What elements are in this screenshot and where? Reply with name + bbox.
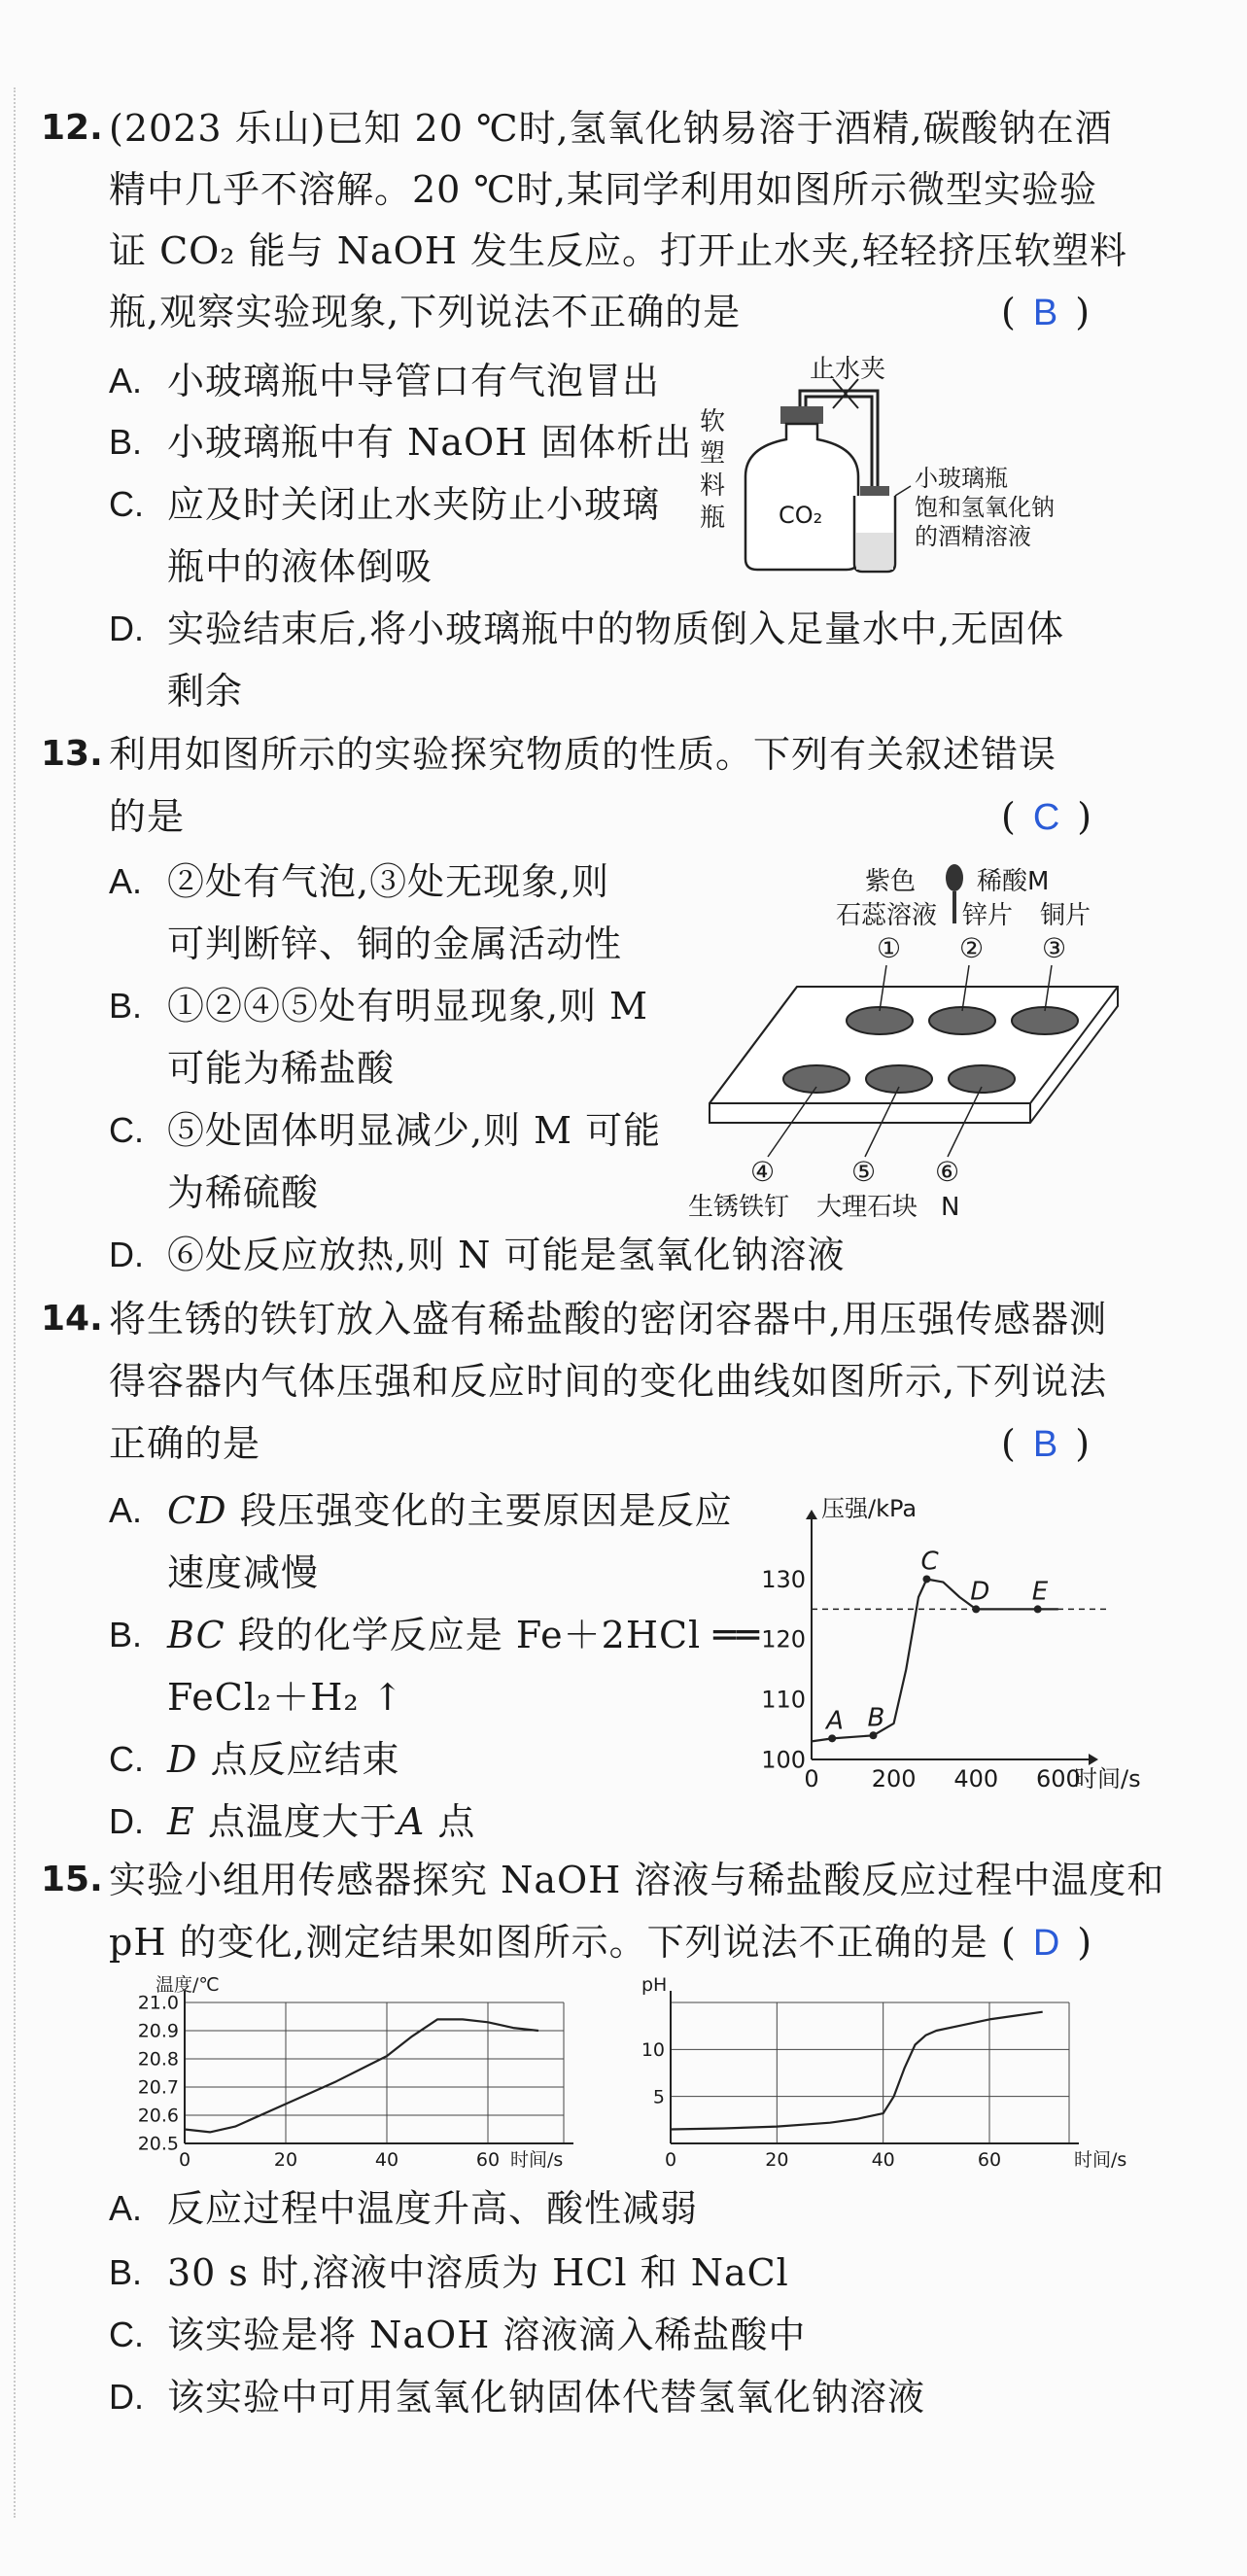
nail-label: 生锈铁钉: [688, 1193, 790, 1222]
bottle-label-char: 料: [700, 471, 726, 501]
question-number: 14.: [41, 1299, 103, 1339]
point-label: A: [826, 1706, 844, 1736]
option-text: ⑥处反应放热,则 N 可能是氢氧化钠溶液: [167, 1234, 846, 1276]
data-point: [972, 1605, 980, 1613]
y-tick-label: 21.0: [137, 1992, 179, 2014]
option-text: 小玻璃瓶中导管口有气泡冒出: [167, 360, 661, 402]
option-text: 30 s 时,溶液中溶质为 HCl 和 NaCl: [167, 2251, 789, 2294]
option-text: E 点温度大于A 点: [167, 1800, 476, 1843]
gas-label: CO₂: [779, 502, 823, 529]
y-axis-arrow: [806, 1510, 817, 1519]
y-tick-label: 10: [641, 2038, 665, 2061]
point-label: E: [1031, 1577, 1049, 1607]
answer-value: B: [1032, 1424, 1058, 1465]
question-text: 精中几乎不溶解。20 ℃时,某同学利用如图所示微型实验验: [109, 168, 1098, 211]
bottle-label-char: 瓶: [700, 504, 726, 533]
y-tick-label: 20.9: [137, 2020, 179, 2042]
point-label: B: [867, 1703, 885, 1733]
question-text: 的是: [109, 795, 186, 838]
x-tick-label: 0: [804, 1765, 819, 1793]
temperature-chart: [126, 1973, 603, 2171]
series-line: [812, 1580, 1058, 1742]
well-number: ⑤: [851, 1156, 877, 1188]
question-text: 实验小组用传感器探究 NaOH 溶液与稀盐酸反应过程中温度和: [109, 1859, 1165, 1901]
option-label: C.: [109, 1110, 144, 1150]
data-point: [922, 1575, 930, 1583]
option-label: C.: [109, 1739, 144, 1779]
well-4: [783, 1065, 849, 1093]
solution-label: 饱和氢氧化钠: [915, 494, 1055, 521]
option-text: 小玻璃瓶中有 NaOH 固体析出: [167, 421, 693, 464]
x-tick-label: 200: [871, 1765, 917, 1793]
marble-label: 大理石块: [816, 1193, 918, 1222]
question-text: (2023 乐山)已知 20 ℃时,氢氧化钠易溶于酒精,碳酸钠在酒: [109, 107, 1113, 150]
question-text: 正确的是: [109, 1422, 261, 1465]
y-axis-label: 温度/℃: [156, 1974, 220, 1996]
question-text: 利用如图所示的实验探究物质的性质。下列有关叙述错误: [109, 733, 1057, 776]
option-text-continued: 剩余: [167, 670, 244, 713]
well-number: ②: [959, 932, 985, 964]
x-axis-arrow: [1089, 1754, 1098, 1765]
ph-chart: [632, 1973, 1137, 2171]
x-tick-label: 60: [977, 2149, 1002, 2171]
x-tick-label: 20: [273, 2149, 298, 2171]
option-text: 应及时关闭止水夹防止小玻璃: [167, 483, 661, 526]
option-label: A.: [109, 1490, 143, 1530]
x-tick-label: 40: [374, 2149, 399, 2171]
data-point: [869, 1731, 877, 1739]
option-label: A.: [109, 361, 143, 400]
well-number: ③: [1042, 932, 1067, 964]
y-tick-label: 100: [761, 1746, 806, 1774]
answer-value: B: [1032, 293, 1058, 333]
y-tick-label: 5: [652, 2086, 665, 2108]
well-5: [866, 1065, 932, 1093]
option-text: ⑤处固体明显减少,则 M 可能: [167, 1109, 662, 1152]
y-axis-label: 压强/kPa: [821, 1495, 918, 1522]
acid-label: 稀酸M: [977, 867, 1050, 896]
zinc-label: 锌片: [962, 901, 1014, 930]
y-axis-label: pH: [641, 1974, 668, 1996]
x-axis-label: 时间/s: [1074, 2149, 1127, 2171]
y-tick-label: 130: [761, 1565, 806, 1593]
option-text-continued: 瓶中的液体倒吸: [167, 545, 433, 588]
option-label: D.: [109, 1235, 144, 1274]
option-label: C.: [109, 2315, 144, 2354]
y-tick-label: 110: [761, 1686, 806, 1714]
option-text: D 点反应结束: [167, 1738, 400, 1781]
well-6: [949, 1065, 1015, 1093]
option-text: 该实验中可用氢氧化钠固体代替氢氧化钠溶液: [167, 2376, 926, 2419]
answer-value: D: [1032, 1923, 1060, 1964]
bottle-label-char: 塑: [700, 439, 726, 469]
x-tick-label: 60: [475, 2149, 501, 2171]
question-text: pH 的变化,测定结果如图所示。下列说法不正确的是: [109, 1921, 988, 1964]
y-tick-label: 20.6: [137, 2105, 179, 2127]
series-line: [671, 2012, 1043, 2130]
well-2: [929, 1007, 995, 1034]
dropper-bulb: [946, 864, 963, 891]
x-axis-label: 时间/s: [510, 2149, 564, 2171]
x-tick-label: 0: [178, 2149, 191, 2171]
point-label: C: [920, 1547, 939, 1577]
option-label: D.: [109, 1801, 144, 1841]
data-point: [828, 1734, 836, 1742]
option-label: A.: [109, 861, 143, 901]
clamp-label: 止水夹: [810, 355, 886, 384]
litmus-label: 石蕊溶液: [836, 901, 938, 930]
litmus-label: 紫色: [865, 867, 917, 896]
pressure-chart: [761, 1487, 1157, 1798]
option-text-continued: FeCl₂＋H₂ ↑: [167, 1676, 404, 1719]
question-number: 15.: [41, 1860, 103, 1899]
well-3: [1012, 1007, 1078, 1034]
well-number: ①: [877, 932, 902, 964]
data-point: [1034, 1605, 1042, 1613]
option-label: B.: [109, 986, 143, 1026]
option-text-continued: 为稀硫酸: [167, 1171, 320, 1214]
answer-bracket: ( B ): [1001, 291, 1091, 333]
option-text: 实验结束后,将小玻璃瓶中的物质倒入足量水中,无固体: [167, 608, 1065, 650]
answer-bracket: ( B ): [1001, 1422, 1091, 1465]
well-1: [847, 1007, 913, 1034]
answer-bracket: ( C ): [1001, 795, 1092, 838]
x-tick-label: 40: [871, 2149, 895, 2171]
point-label: D: [970, 1577, 990, 1607]
y-tick-label: 20.7: [137, 2076, 179, 2099]
well-number: ⑥: [935, 1156, 960, 1188]
margin-rule: [14, 87, 17, 2518]
answer-bracket: ( D ): [1001, 1921, 1092, 1964]
question-text: 得容器内气体压强和反应时间的变化曲线如图所示,下列说法: [109, 1360, 1108, 1403]
y-tick-label: 20.5: [137, 2133, 179, 2155]
apparatus-figure: [685, 350, 1142, 583]
option-label: A.: [109, 2188, 143, 2228]
option-text: 该实验是将 NaOH 溶液滴入稀盐酸中: [167, 2314, 807, 2356]
option-text: 反应过程中温度升高、酸性减弱: [167, 2187, 699, 2230]
bottle-stopper: [780, 406, 823, 424]
solution-fill: [856, 533, 893, 570]
option-label: D.: [109, 609, 144, 648]
well-plate-figure: [671, 851, 1137, 1220]
x-tick-label: 0: [664, 2149, 677, 2171]
x-tick-label: 20: [765, 2149, 789, 2171]
option-text: ②处有气泡,③处无现象,则: [167, 860, 610, 903]
question-text: 证 CO₂ 能与 NaOH 发生反应。打开止水夹,轻轻挤压软塑料: [109, 229, 1128, 272]
x-axis-label: 时间/s: [1074, 1765, 1141, 1793]
small-bottle-label: 小玻璃瓶: [915, 465, 1008, 492]
option-text: BC 段的化学反应是 Fe＋2HCl ══: [167, 1614, 761, 1656]
option-label: C.: [109, 484, 144, 524]
well-number: ④: [750, 1156, 776, 1188]
question-text: 瓶,观察实验现象,下列说法不正确的是: [109, 291, 742, 333]
y-tick-label: 120: [761, 1625, 806, 1654]
small-bottle-stopper: [860, 486, 889, 496]
option-label: B.: [109, 422, 143, 462]
option-text: CD 段压强变化的主要原因是反应: [167, 1489, 733, 1532]
option-text-continued: 速度减慢: [167, 1551, 320, 1594]
option-label: D.: [109, 2377, 144, 2417]
question-number: 12.: [41, 108, 103, 148]
option-text-continued: 可判断锌、铜的金属活动性: [167, 922, 623, 965]
solution-label: 的酒精溶液: [915, 523, 1031, 550]
option-label: B.: [109, 1615, 143, 1654]
option-text: ①②④⑤处有明显现象,则 M: [167, 985, 649, 1027]
n-label: N: [941, 1193, 960, 1222]
y-tick-label: 20.8: [137, 2048, 179, 2071]
bottle-label-char: 软: [700, 407, 726, 436]
option-label: B.: [109, 2252, 143, 2292]
question-text: 将生锈的铁钉放入盛有稀盐酸的密闭容器中,用压强传感器测: [109, 1298, 1108, 1340]
question-number: 13.: [41, 734, 103, 774]
x-tick-label: 400: [953, 1765, 999, 1793]
x-tick-label: 600: [1035, 1765, 1081, 1793]
copper-label: 铜片: [1040, 901, 1091, 930]
answer-value: C: [1032, 797, 1060, 838]
soft-plastic-bottle: [745, 424, 858, 570]
leader-line: [895, 486, 911, 496]
option-text-continued: 可能为稀盐酸: [167, 1047, 396, 1090]
